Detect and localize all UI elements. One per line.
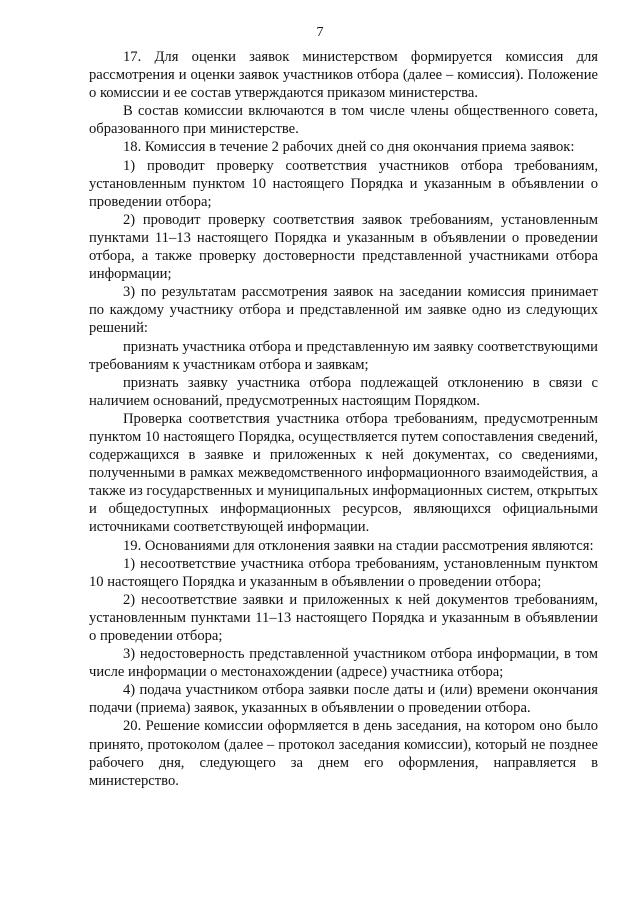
decision-option-accept: признать участника отбора и представленную им заявку соответствующими требованиям к участникам отбора и заявкам; <box>89 338 598 373</box>
paragraph-18-item-2: 2) проводит проверку соответствия заявок требованиям, установленным пунктами 11–13 настоящего Порядка и указанным в объявлении о проведении отбора, а также проверку достоверности представленной участниками отбора информации; <box>89 211 598 283</box>
paragraph-19-item-4: 4) подача участником отбора заявки после даты и (или) времени окончания подачи (приема) заявок, указанных в объявлении о проведении отбора. <box>89 682 598 717</box>
paragraph-17-commission-members: В состав комиссии включаются в том числе члены общественного совета, образованного при министерстве. <box>89 103 598 138</box>
verification-paragraph: Проверка соответствия участника отбора требованиям, предусмотренным пунктом 10 настоящего Порядка, осуществляется путем сопоставления сведений, содержащихся в заявке и приложенных к ней документах, со сведениями, полученными в рамках межведомственного информационного взаимодействия, а также из государственных и муниципальных информационных систем, открытых и общедоступных информационных ресурсов, являющихся официальными источниками соответствующей информации. <box>89 410 598 536</box>
decision-option-reject: признать заявку участника отбора подлежащей отклонению в связи с наличием оснований, предусмотренных настоящим Порядком. <box>89 374 598 409</box>
paragraph-17: 17. Для оценки заявок министерством формируется комиссия для рассмотрения и оценки заявок участников отбора (далее – комиссия). Положение о комиссии и ее состав утверждаются приказом министерства. <box>89 49 598 102</box>
paragraph-18-item-1: 1) проводит проверку соответствия участников отбора требованиям, установленным пунктом 10 настоящего Порядка и указанным в объявлении о проведении отбора; <box>89 157 598 210</box>
paragraph-18: 18. Комиссия в течение 2 рабочих дней со дня окончания приема заявок: <box>123 139 575 156</box>
page-number: 7 <box>316 25 324 40</box>
paragraph-19: 19. Основаниями для отклонения заявки на стадии рассмотрения являются: <box>123 537 594 554</box>
paragraph-19-item-2: 2) несоответствие заявки и приложенных к ней документов требованиям, установленным пунктами 11–13 настоящего Порядка и указанным в объявлении о проведении отбора; <box>89 591 598 644</box>
paragraph-20: 20. Решение комиссии оформляется в день заседания, на котором оно было принято, протоколом (далее – протокол заседания комиссии), который не позднее рабочего дня, следующего за днем его оформления, направляется в министерство. <box>89 718 598 789</box>
paragraph-19-item-3: 3) недостоверность представленной участником отбора информации, в том числе информации о местонахождении (адресе) участника отбора; <box>89 646 598 681</box>
paragraph-18-item-3: 3) по результатам рассмотрения заявок на заседании комиссия принимает по каждому участнику отбора и представленной им заявке одно из следующих решений: <box>89 284 598 337</box>
document-body <box>89 48 598 790</box>
paragraph-19-item-1: 1) несоответствие участника отбора требованиям, установленным пунктом 10 настоящего Порядка и указанным в объявлении о проведении отбора; <box>89 555 598 590</box>
